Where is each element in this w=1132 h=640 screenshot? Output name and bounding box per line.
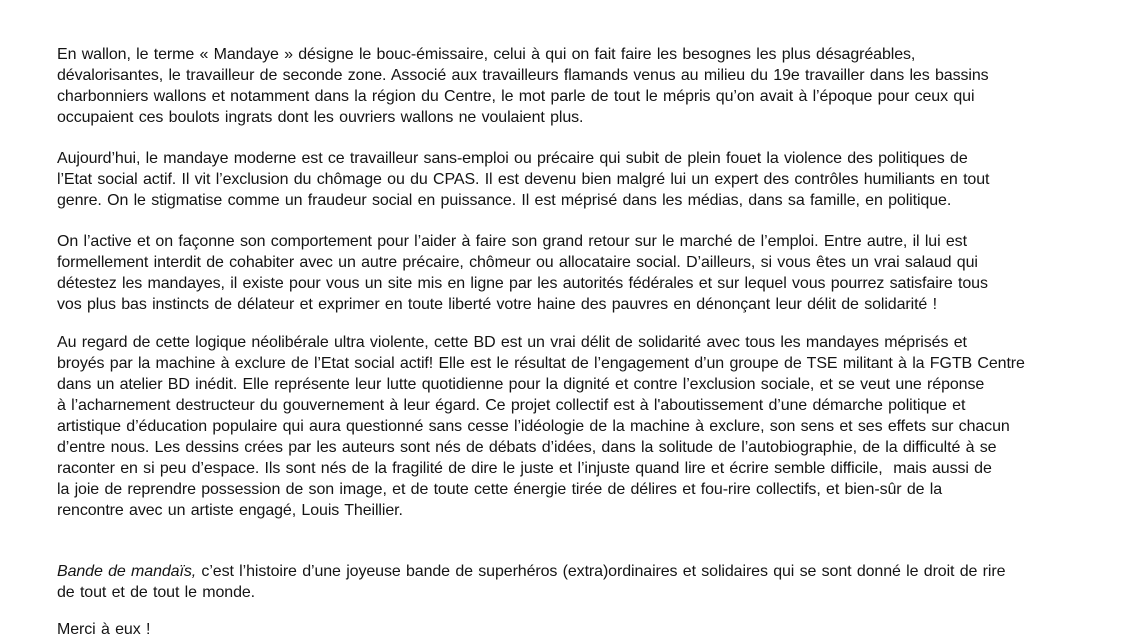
text-line: Aujourd’hui, le mandaye moderne est ce travailleur sans-emploi ou précaire qui subit de plein fouet la violence des politiques de [57, 150, 968, 167]
text-line: rencontre avec un artiste engagé, Louis Theillier. [57, 502, 403, 519]
text-line: dévalorisantes, le travailleur de seconde zone. Associé aux travailleurs flamands venus au milieu du 19e travailler dans les bassins [57, 67, 989, 84]
paragraph-activation [57, 231, 1092, 315]
book-title-italic: Bande de mandaïs, [57, 563, 197, 580]
text-line: de tout et de tout le monde. [57, 584, 256, 601]
text-line: Merci à eux ! [57, 621, 151, 638]
text-line: dans un atelier BD inédit. Elle représente leur lutte quotidienne pour la dignité et contre l’exclusion sociale, et se veut une réponse [57, 376, 985, 393]
text-line: On l’active et on façonne son comportement pour l’aider à faire son grand retour sur le marché de l’emploi. Entre autre, il lui est [57, 233, 967, 250]
paragraph-closing-thanks [57, 619, 1092, 640]
text-line: genre. On le stigmatise comme un fraudeur social en puissance. Il est méprisé dans les médias, dans sa famille, en politique. [57, 192, 952, 209]
text-line [57, 561, 1092, 582]
text-line: En wallon, le terme « Mandaye » désigne le bouc-émissaire, celui à qui on fait faire les besognes les plus désagréables, [57, 46, 916, 63]
text-line: raconter en si peu d’espace. Ils sont nés de la fragilité de dire le juste et l’injuste quand lire et écrire semble difficile, mais aussi de [57, 460, 992, 477]
text-line: charbonniers wallons et notamment dans la région du Centre, le mot parle de tout le mépris qu’on avait à l’époque pour ceux qui [57, 88, 975, 105]
text-line: l’Etat social actif. Il vit l’exclusion du chômage ou du CPAS. Il est devenu bien malgré lui un expert des contrôles humiliants en tout [57, 171, 990, 188]
paragraph-mandaye-definition [57, 44, 1092, 128]
paragraph-projet-bd [57, 332, 1092, 521]
text-line: occupaient ces boulots ingrats dont les ouvriers wallons ne voulaient plus. [57, 109, 584, 126]
text-line: détestez les mandayes, il existe pour vous un site mis en ligne par les autorités fédérales et sur lequel vous pourrez satisfaire tous [57, 275, 988, 292]
text-line: d’entre nous. Les dessins crées par les auteurs sont nés de débats d’idées, dans la solitude de l’autobiographie, de la difficulté à se [57, 439, 997, 456]
paragraph-bande-de-mandais [57, 561, 1092, 603]
text-line: Au regard de cette logique néolibérale ultra violente, cette BD est un vrai délit de solidarité avec tous les mandayes méprisés et [57, 334, 967, 351]
text-line: artistique d’éducation populaire qui aura questionné sans cesse l’idéologie de la machine à exclure, son sens et ses effets sur chacun [57, 418, 1010, 435]
text-line: la joie de reprendre possession de son image, et de toute cette énergie tirée de délires et fou-rire collectifs, et bien-sûr de la [57, 481, 943, 498]
paragraph-mandaye-moderne [57, 148, 1092, 211]
text-span: c’est l’histoire d’une joyeuse bande de superhéros (extra)ordinaires et solidaires qui se sont donné le droit de rire [196, 563, 1006, 580]
text-line: vos plus bas instincts de délateur et exprimer en toute liberté votre haine des pauvres en dénonçant leur délit de solidarité ! [57, 296, 937, 313]
text-line: broyés par la machine à exclure de l’Etat social actif! Elle est le résultat de l’engagement d’un groupe de TSE militant à la FGTB Centre [57, 355, 1025, 372]
text-line: à l’acharnement destructeur du gouvernement à leur égard. Ce projet collectif est à l'aboutissement d’une démarche politique et [57, 397, 966, 414]
text-line: formellement interdit de cohabiter avec un autre précaire, chômeur ou allocataire social. D’ailleurs, si vous êtes un vrai salaud qui [57, 254, 978, 271]
